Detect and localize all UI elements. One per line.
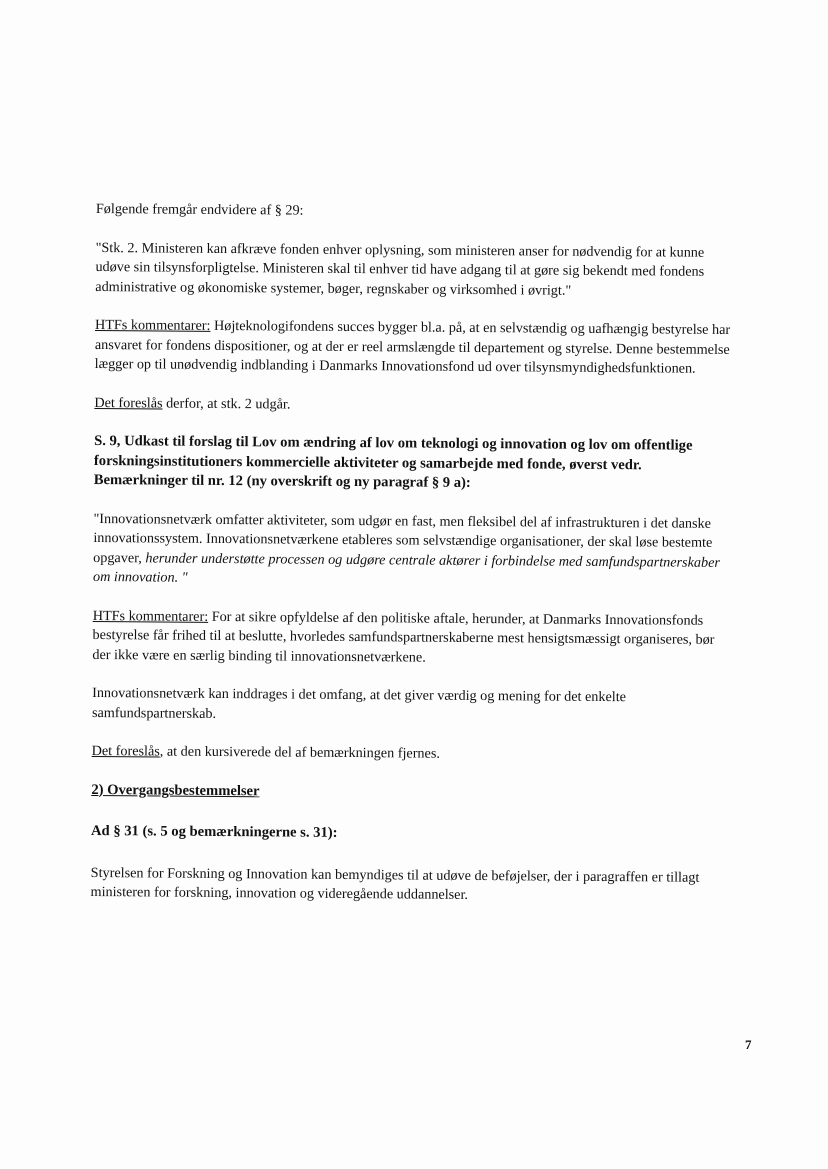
- quoted-remarks-paragraph: [93, 509, 734, 592]
- proposal-label: Det foreslås: [94, 394, 163, 412]
- document-body: [90, 200, 736, 927]
- htf-comment-label: HTFs kommentarer:: [94, 316, 211, 334]
- htf-comment-label: HTFs kommentarer:: [92, 607, 209, 625]
- proposal-label: Det foreslås: [91, 742, 160, 760]
- bill-section-heading: S. 9, Udkast til forslag til Lov om ændring af lov om teknologi og innovation og lov om offentlige forskningsinstitutioners kommercielle aktiviteter og samarbejde med fonde, øverst vedr. Bemærkninger til nr. 12 (ny overskrift og ny paragraf § 9 a):: [93, 432, 693, 491]
- htf-comment-paragraph-2: [92, 606, 732, 670]
- page-number: 7: [745, 1037, 752, 1052]
- htf-comment-paragraph-1: [95, 316, 735, 380]
- proposal-paragraph-2: [92, 742, 732, 767]
- proposal-text: derfor, at stk. 2 udgår.: [162, 395, 291, 413]
- proposal-text: , at den kursiverede del af bemærkningen fjernes.: [159, 743, 440, 762]
- quoted-remarks-normal: "Innovationsnetværk omfatter aktiviteter, som udgør en fast, men fleksibel del af infrastrukturen i det danske innovationssystem. Innovationsnetværkene etableres som selvstændige organisationer, der skal løse bestemte opgaver,: [93, 510, 713, 566]
- htf-comment-text: Højteknologifondens succes bygger bl.a. på, at en selvstændig og uafhængig bestyrelse har ansvaret for fondens dispositioner, og at der er reel armslængde til departement og styrelse. Denne bestemmelse lægger op til unødvendig indblanding i Danmarks Innovationsfond ud over tilsynsmyndighedsfunktionen.: [94, 317, 731, 377]
- intro-paragraph: Følgende fremgår endvidere af § 29:: [95, 200, 304, 219]
- delegation-paragraph: Styrelsen for Forskning og Innovation kan bemyndiges til at udøve de beføjelser, der i paragraffen er tillagt ministeren for forskning, innovation og videregående uddannelser.: [90, 864, 700, 903]
- network-paragraph: Innovationsnetværk kan inddrages i det omfang, at det giver værdig og mening for det enkelte samfundspartnerskab.: [91, 684, 627, 722]
- ad-31-heading: Ad § 31 (s. 5 og bemærkningerne s. 31):: [90, 822, 338, 841]
- proposal-paragraph-1: [94, 393, 734, 418]
- quoted-statute-paragraph: "Stk. 2. Ministeren kan afkræve fonden enhver oplysning, som ministeren anser for nødvendig for at kunne udøve sin tilsynsforpligtelse. Ministeren skal til enhver tid have adgang til at gøre sig bekendt med fondens administrative og økonomiske systemer, bøger, regnskaber og virksomhed i øvrigt.": [95, 239, 705, 299]
- htf-comment-text: For at sikre opfyldelse af den politiske aftale, herunder, at Danmarks Innovationsfonds bestyrelse får frihed til at beslutte, hvorledes samfundspartnerskaberne mest hensigtsmæssigt organiseres, bør der ikke være en særlig binding til innovationsnetværkene.: [92, 608, 715, 666]
- quoted-remarks-italic: herunder understøtte processen og udgøre centrale aktører i forbindelse med samfundspartnerskaber om innovation. ": [92, 549, 720, 586]
- transition-section-title: 2) Overgangsbestemmelser: [91, 781, 260, 799]
